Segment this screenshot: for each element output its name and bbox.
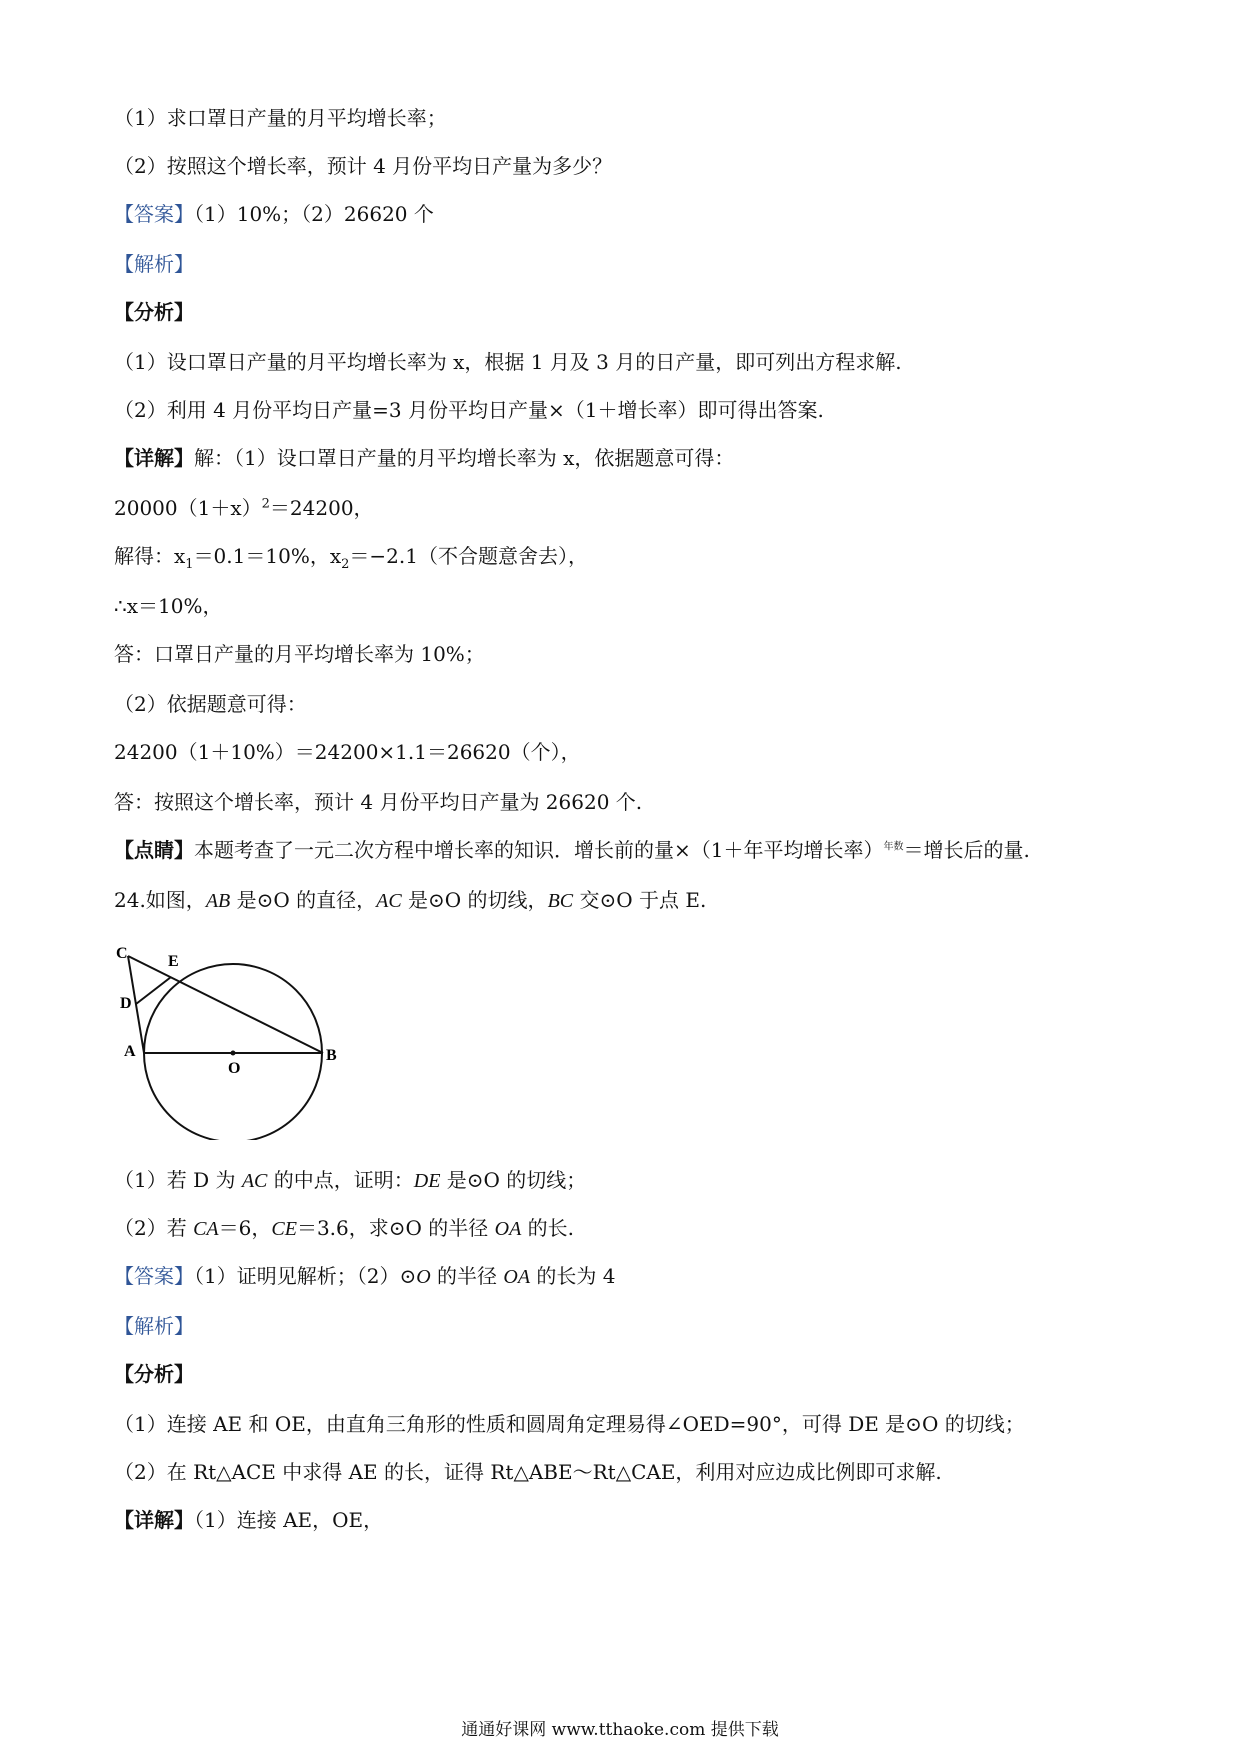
q24-stem: [114, 886, 706, 915]
label-o: O: [228, 1060, 241, 1077]
q23-equation-2: 24200（1＋10%）＝24200×1.1＝26620（个），: [114, 740, 581, 764]
center-point: [231, 1051, 236, 1056]
sub2-part: （2）若: [114, 1216, 194, 1240]
eq1-part: 20000（1＋x）: [114, 496, 262, 520]
q23-fenxi-2: （2）利用 4 月份平均日产量=3 月份平均日产量×（1＋增长率）即可得出答案.: [114, 398, 824, 422]
stem-var: AB: [205, 890, 231, 912]
stem-part: 是⊙O 的切线，: [401, 888, 548, 912]
sub1-var: DE: [413, 1170, 441, 1192]
label-e: E: [168, 953, 179, 970]
sol-subscript: 1: [185, 557, 194, 572]
eq1-part: ＝24200，: [269, 496, 374, 520]
q24-fenxi-1: （1）连接 AE 和 OE，由直角三角形的性质和圆周角定理易得∠OED=90°，可得 DE 是⊙O 的切线；: [114, 1412, 1025, 1436]
sub1-part: 是⊙O 的切线；: [440, 1168, 587, 1192]
dianjing-tag: 【点睛】: [114, 838, 194, 862]
answer-tag: 【答案】: [114, 1264, 194, 1288]
q23-answer: [114, 200, 434, 228]
q23-solution: [114, 542, 588, 570]
sol-part: ＝−2.1（不合题意舍去），: [349, 544, 588, 568]
answer-var: OA: [503, 1266, 531, 1288]
stem-var: BC: [547, 890, 574, 912]
answer-tag: 【答案】: [114, 202, 194, 226]
dianjing-text: ＝增长后的量.: [903, 838, 1030, 862]
answer-part: （1）证明见解析；（2）⊙: [194, 1264, 417, 1288]
sub2-var: OA: [494, 1218, 522, 1240]
sub1-part: 的中点，证明：: [267, 1168, 414, 1192]
q24-sub-question-2: [114, 1214, 574, 1243]
xiangjie-tag: 【详解】: [114, 1508, 194, 1532]
q24-answer: [114, 1262, 616, 1291]
q23-sub-question-1: （1）求口罩日产量的月平均增长率；: [114, 106, 447, 130]
label-d: D: [120, 995, 132, 1012]
segment-de: [136, 977, 171, 1004]
sub1-part: （1）若 D 为: [114, 1168, 242, 1192]
q23-xiangjie: [114, 444, 734, 472]
q24-fenxi-tag: 【分析】: [114, 1362, 194, 1386]
stem-var: AC: [376, 890, 402, 912]
stem-part: 24.如图，: [114, 888, 206, 912]
q24-xiangjie: [114, 1506, 383, 1534]
sub2-part: ＝3.6，求⊙O 的半径: [296, 1216, 495, 1240]
label-b: B: [326, 1047, 337, 1064]
geometry-figure: [112, 940, 352, 1140]
xiangjie-text: 解：（1）设口罩日产量的月平均增长率为 x，依据题意可得：: [194, 446, 735, 470]
sub1-var: AC: [241, 1170, 268, 1192]
q23-equation-1: [114, 494, 374, 522]
page-footer: 通通好课网 www.tthaoke.com 提供下载: [461, 1720, 779, 1740]
sol-subscript: 2: [341, 557, 350, 572]
xiangjie-text: （1）连接 AE，OE，: [194, 1508, 384, 1532]
stem-part: 是⊙O 的直径，: [230, 888, 377, 912]
sub2-part: ＝6，: [218, 1216, 272, 1240]
q23-sub-question-2: （2）按照这个增长率，预计 4 月份平均日产量为多少？: [114, 154, 613, 178]
q23-dianjing: [114, 836, 1030, 864]
eq1-exponent: 2: [261, 496, 270, 512]
label-c: C: [116, 945, 128, 962]
q24-fenxi-2: （2）在 Rt△ACE 中求得 AE 的长，证得 Rt△ABE～Rt△CAE，利用对应边成比例即可求解.: [114, 1460, 942, 1484]
q24-jiexi-tag: 【解析】: [114, 1314, 194, 1338]
sub2-var: CA: [193, 1218, 219, 1240]
sub2-var: CE: [271, 1218, 297, 1240]
answer-part: 的半径: [430, 1264, 504, 1288]
stem-part: 交⊙O 于点 E.: [573, 888, 707, 912]
q23-fenxi-1: （1）设口罩日产量的月平均增长率为 x，根据 1 月及 3 月的日产量，即可列出方程求解.: [114, 350, 902, 374]
q23-jiexi-tag: 【解析】: [114, 252, 194, 276]
sol-part: 解得：x: [114, 544, 186, 568]
q23-answer-1: 答：口罩日产量的月平均增长率为 10%；: [114, 642, 485, 666]
xiangjie-tag: 【详解】: [114, 446, 194, 470]
q23-part-2: （2）依据题意可得：: [114, 692, 307, 716]
label-a: A: [124, 1043, 136, 1060]
q23-therefore: ∴x＝10%，: [114, 594, 223, 618]
sol-part: ＝0.1＝10%，x: [193, 544, 342, 568]
answer-var: O: [416, 1266, 431, 1288]
sub2-part: 的长.: [521, 1216, 575, 1240]
q24-sub-question-1: [114, 1166, 586, 1195]
q23-answer-2: 答：按照这个增长率，预计 4 月份平均日产量为 26620 个.: [114, 790, 643, 814]
dianjing-exponent: 年数: [883, 841, 904, 853]
q23-fenxi-tag: 【分析】: [114, 300, 194, 324]
answer-part: 的长为 4: [530, 1264, 616, 1288]
dianjing-text: 本题考查了一元二次方程中增长率的知识．增长前的量×（1＋年平均增长率）: [194, 838, 884, 862]
answer-text: （1）10%；（2）26620 个: [194, 202, 434, 226]
